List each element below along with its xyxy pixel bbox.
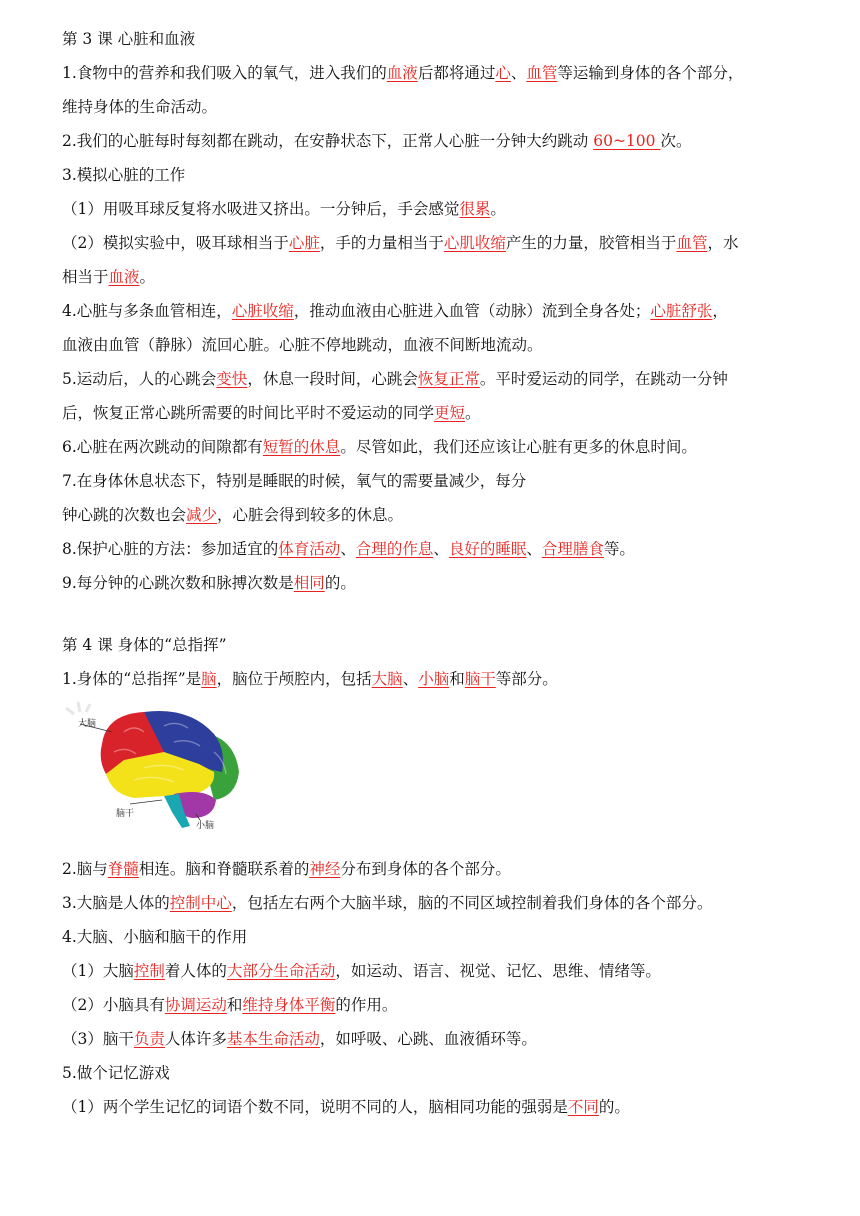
text-segment: 2.我们的心脏每时每刻都在跳动，在安静状态下，正常人心脏一分钟大约跳动 [62,132,594,150]
text-segment: （3）脑干 [62,1030,134,1048]
text-segment: 、 [340,540,356,558]
text-segment: 人体许多 [164,1030,227,1048]
lesson3-item-7 [62,464,822,498]
answer-blank: 心 [495,64,511,82]
text-segment: ，推动血液由心脏进入血管（动脉）流到全身各处； [293,302,651,320]
answer-blank: 不同 [567,1098,599,1116]
answer-blank: 恢复正常 [417,370,480,388]
text-segment: 、 [402,670,419,688]
answer-blank: 更短 [434,404,466,422]
answer-blank: 心脏 [288,234,320,252]
text-segment: （2）小脑具有 [62,996,165,1014]
answer-blank: 基本生命活动 [226,1030,320,1048]
text-segment: 。尽管如此，我们还应该让心脏有更多的休息时间。 [340,438,697,456]
text-segment: 。 [490,200,506,218]
text-segment: 3.模拟心脏的工作 [62,166,186,184]
text-segment: 5.运动后，人的心跳会 [62,370,217,388]
text-segment: ，如运动、语言、视觉、记忆、思维、情绪等。 [335,962,661,980]
lesson3-item-6 [62,430,822,464]
text-segment: （2）模拟实验中，吸耳球相当于 [62,234,289,252]
text-segment: 着人体的 [164,962,227,980]
text-segment: 。 [139,268,156,286]
lesson3-item-9 [62,566,822,600]
label-cerebellum: 小脑 [196,821,215,831]
text-segment: 相当于 [62,268,109,286]
answer-blank: 小脑 [418,670,450,688]
answer-blank: 神经 [309,860,341,878]
answer-blank: 血液 [386,64,418,82]
text-segment: 次。 [660,132,692,150]
lesson4-item-1 [62,662,822,696]
answer-blank: 合理膳食 [541,540,604,558]
text-segment: 7.在身体休息状态下，特别是睡眠的时候，氧气的需要量减少，每分 [62,472,527,490]
answer-blank: 体育活动 [278,540,341,558]
lesson4-item-5 [62,1056,822,1090]
lesson4-item-4-3 [62,1022,822,1056]
answer-blank: 心脏收缩 [231,302,294,320]
lesson4-item-2 [62,852,822,886]
text-segment: 2.脑与 [62,860,108,878]
text-segment: 分布到身体的各个部分。 [340,860,511,878]
lesson4-item-4-2 [62,988,822,1022]
text-segment: 等部分。 [495,670,558,688]
text-segment: 产生的力量，胶管相当于 [505,234,677,252]
text-segment: 5.做个记忆游戏 [62,1064,170,1082]
text-segment: 钟心跳的次数也会 [62,506,187,524]
answer-blank: 心脏舒张 [650,302,713,320]
text-segment: 等。 [603,540,635,558]
text-segment: ，休息一段时间，心跳会 [247,370,418,388]
text-segment: 的。 [598,1098,630,1116]
text-segment: 。平时爱运动的同学，在跳动一分钟 [479,370,728,388]
text-segment: 的作用。 [335,996,398,1014]
label-brainstem: 脑干 [116,809,135,819]
brain-diagram [64,702,244,830]
answer-blank: 大部分生命活动 [226,962,336,980]
lesson3-item-3-2-cont [62,260,822,294]
answer-blank: 心肌收缩 [443,234,506,252]
text-segment: ， [712,302,728,320]
text-segment: 和 [449,670,465,688]
lesson4-title: 第 4 课 身体的“总指挥” [62,636,227,654]
lesson3-item-5-cont [62,396,822,430]
lesson3-item-4 [62,294,822,328]
answer-blank: 血液 [108,268,140,286]
text-segment: ，包括左右两个大脑半球，脑的不同区域控制着我们身体的各个部分。 [231,894,713,912]
text-segment: 等运输到身体的各个部分， [557,64,744,82]
lesson3-item-1 [62,56,822,90]
text-segment: 后都将通过 [417,64,496,82]
answer-blank: 负责 [133,1030,165,1048]
text-segment: ，水 [707,234,739,252]
answer-blank: 脑 [201,670,217,688]
answer-blank: 控制中心 [169,894,232,912]
text-segment: 4.心脏与多条血管相连， [62,302,232,320]
text-segment: 、 [526,540,542,558]
lesson4-item-3 [62,886,822,920]
text-segment: 和 [226,996,243,1014]
label-cerebrum: 大脑 [78,719,97,729]
lesson3-title: 第 3 课 心脏和血液 [62,30,196,48]
text-segment: ，手的力量相当于 [319,234,444,252]
text-segment: 相连。脑和脊髓联系着的 [138,860,310,878]
text-segment: 、 [433,540,449,558]
answer-blank: 减少 [186,506,218,524]
lesson3-item-1-cont [62,90,822,124]
text-segment: 4.大脑、小脑和脑干的作用 [62,928,248,946]
text-segment: 1.身体的“总指挥”是 [62,670,202,688]
lesson4-item-4-1 [62,954,822,988]
answer-blank: 血管 [526,64,558,82]
text-segment: 维持身体的生命活动。 [62,98,218,116]
text-segment: ，心脏会得到较多的休息。 [217,506,404,524]
lesson3-item-8 [62,532,822,566]
answer-blank: 维持身体平衡 [242,996,336,1014]
text-segment: 1.食物中的营养和我们吸入的氧气，进入我们的 [62,64,387,82]
answer-blank: 脑干 [464,670,496,688]
text-segment: 8.保护心脏的方法：参加适宜的 [62,540,279,558]
lesson4-item-5-1 [62,1090,822,1124]
answer-blank: 变快 [216,370,248,388]
text-segment: 3.大脑是人体的 [62,894,170,912]
lesson3-item-7-cont [62,498,822,532]
text-segment: 9.每分钟的心跳次数和脉搏次数是 [62,574,294,592]
answer-blank: 良好的睡眠 [448,540,527,558]
answer-blank: 很累 [459,200,491,218]
lesson3-item-4-cont [62,328,822,362]
text-segment: ，如呼吸、心跳、血液循环等。 [319,1030,537,1048]
text-segment: 。 [465,404,481,422]
lesson4-item-4 [62,920,822,954]
text-segment: ，脑位于颅腔内，包括 [216,670,372,688]
text-segment: 的。 [324,574,356,592]
text-segment: 、 [510,64,527,82]
lesson3-item-3-1 [62,192,822,226]
text-segment: （1）两个学生记忆的词语个数不同，说明不同的人，脑相同功能的强弱是 [62,1098,568,1116]
lesson3-item-5 [62,362,822,396]
answer-blank: 大脑 [371,670,403,688]
text-segment: 血液由血管（静脉）流回心脏。心脏不停地跳动，血液不间断地流动。 [62,336,543,354]
text-segment: （1）大脑 [62,962,134,980]
answer-blank: 脊髓 [107,860,139,878]
answer-blank: 60~100 [593,132,661,150]
lesson3-item-2 [62,124,822,158]
answer-blank: 合理的作息 [355,540,434,558]
text-segment: （1）用吸耳球反复将水吸进又挤出。一分钟后，手会感觉 [62,200,460,218]
answer-blank: 血管 [676,234,708,252]
lesson3-item-3 [62,158,822,192]
answer-blank: 相同 [293,574,325,592]
text-segment: 6.心脏在两次跳动的间隙都有 [62,438,263,456]
document-page [62,22,822,1124]
answer-blank: 短暂的休息 [262,438,341,456]
answer-blank: 协调运动 [164,996,227,1014]
lesson3-item-3-2 [62,226,822,260]
answer-blank: 控制 [133,962,165,980]
text-segment: 后，恢复正常心跳所需要的时间比平时不爱运动的同学 [62,404,435,422]
